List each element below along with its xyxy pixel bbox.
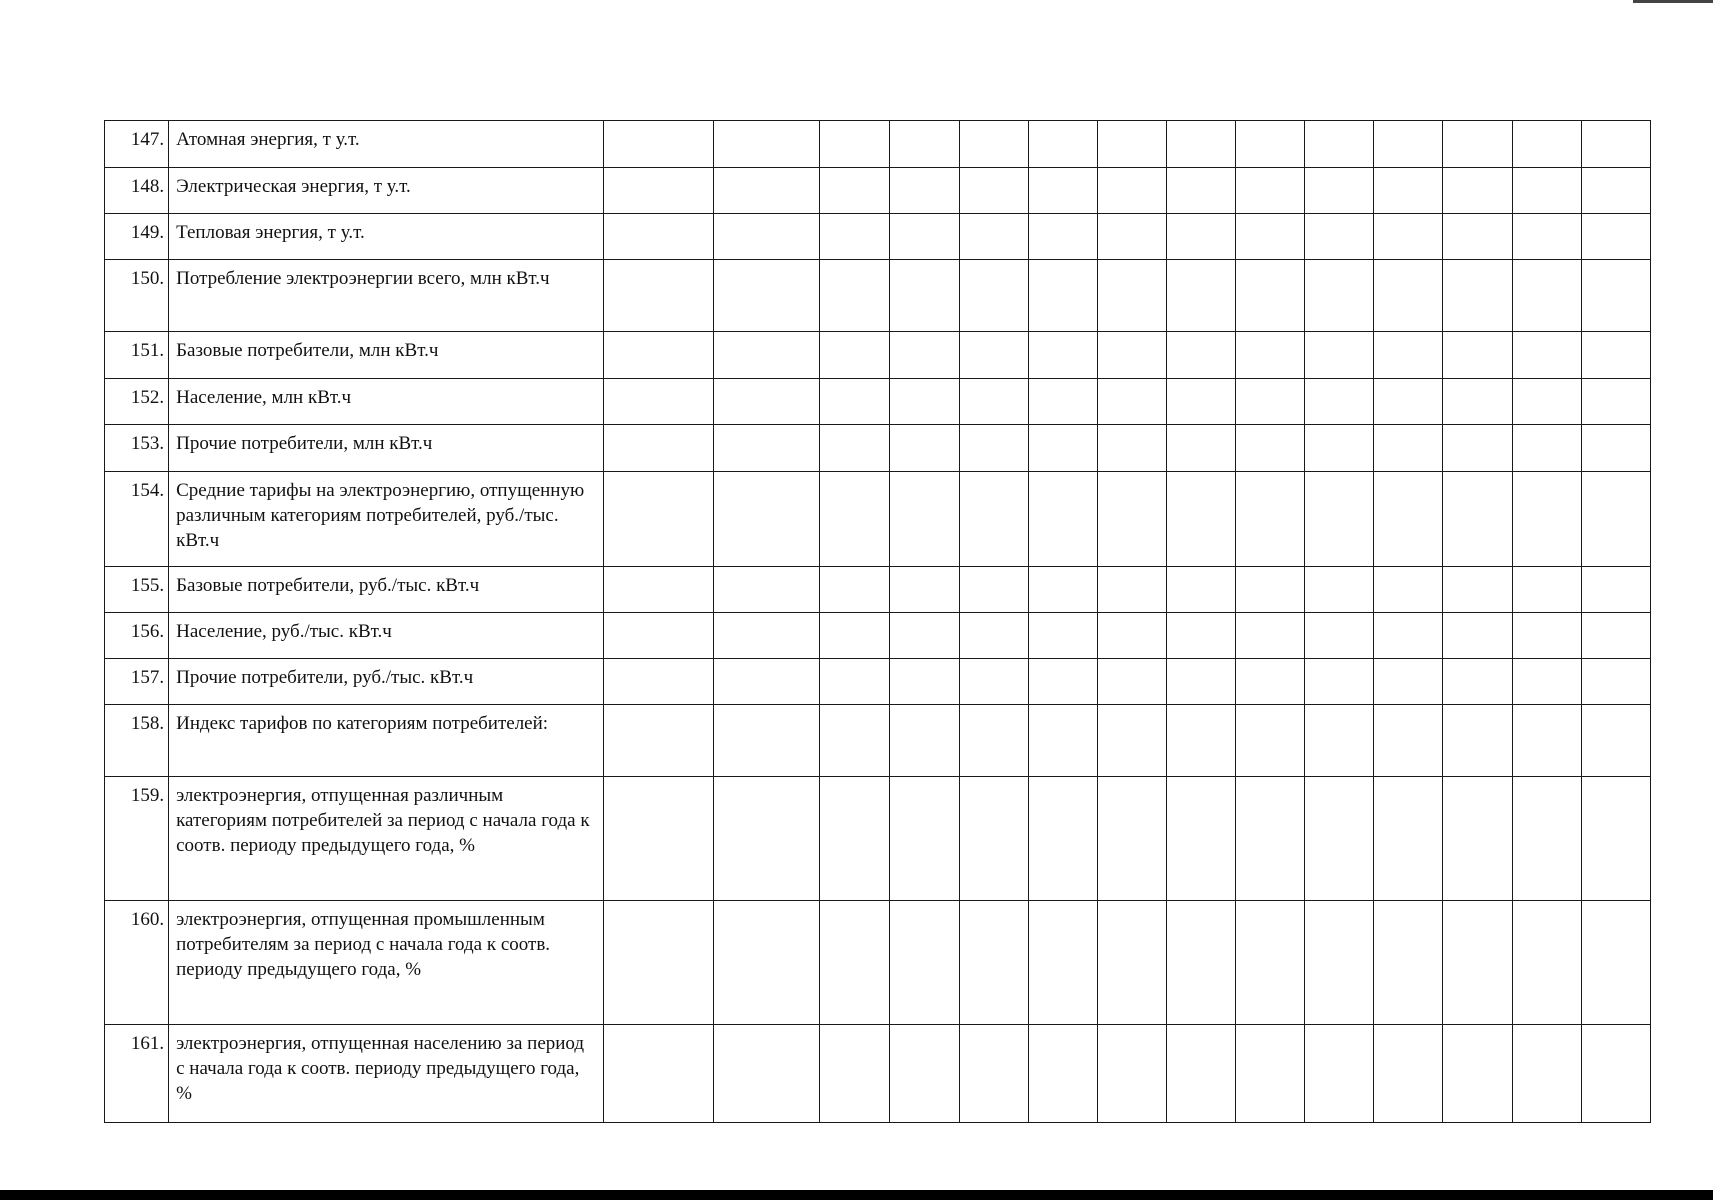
empty-cell: [1512, 1025, 1581, 1123]
empty-cell: [1374, 901, 1443, 1025]
empty-cell: [1374, 121, 1443, 168]
empty-cell: [603, 472, 713, 567]
empty-cell: [1581, 425, 1650, 472]
empty-cell: [1305, 472, 1374, 567]
empty-cell: [603, 1025, 713, 1123]
empty-cell: [1374, 168, 1443, 214]
empty-cell: [1305, 332, 1374, 379]
empty-cell: [959, 705, 1028, 777]
empty-cell: [1236, 613, 1305, 659]
empty-cell: [1443, 121, 1512, 168]
empty-cell: [1443, 659, 1512, 705]
empty-cell: [1028, 901, 1097, 1025]
empty-cell: [1236, 777, 1305, 901]
table-row: [105, 567, 1651, 613]
empty-cell: [714, 425, 820, 472]
empty-cell: [603, 332, 713, 379]
table-row: [105, 168, 1651, 214]
empty-cell: [1443, 705, 1512, 777]
empty-cell: [1028, 659, 1097, 705]
empty-cell: [714, 472, 820, 567]
empty-cell: [820, 472, 890, 567]
empty-cell: [1512, 659, 1581, 705]
empty-cell: [714, 1025, 820, 1123]
empty-cell: [959, 659, 1028, 705]
empty-cell: [1166, 425, 1235, 472]
empty-cell: [603, 214, 713, 260]
empty-cell: [890, 260, 959, 332]
row-label: Базовые потребители, млн кВт.ч: [169, 332, 604, 379]
empty-cell: [959, 379, 1028, 425]
empty-cell: [1581, 659, 1650, 705]
empty-cell: [1097, 777, 1166, 901]
empty-cell: [1166, 260, 1235, 332]
empty-cell: [1374, 659, 1443, 705]
empty-cell: [603, 425, 713, 472]
scan-edge-mark: [1633, 0, 1713, 3]
empty-cell: [1097, 168, 1166, 214]
empty-cell: [959, 1025, 1028, 1123]
empty-cell: [890, 705, 959, 777]
empty-cell: [1236, 567, 1305, 613]
empty-cell: [959, 901, 1028, 1025]
empty-cell: [820, 425, 890, 472]
row-number: 158.: [105, 705, 169, 777]
empty-cell: [1166, 214, 1235, 260]
empty-cell: [890, 214, 959, 260]
empty-cell: [1236, 214, 1305, 260]
empty-cell: [1166, 379, 1235, 425]
row-number: 153.: [105, 425, 169, 472]
empty-cell: [1305, 1025, 1374, 1123]
row-label: Базовые потребители, руб./тыс. кВт.ч: [169, 567, 604, 613]
empty-cell: [890, 659, 959, 705]
row-label: Атомная энергия, т у.т.: [169, 121, 604, 168]
row-label: Прочие потребители, руб./тыс. кВт.ч: [169, 659, 604, 705]
empty-cell: [1374, 472, 1443, 567]
empty-cell: [820, 1025, 890, 1123]
empty-cell: [603, 567, 713, 613]
empty-cell: [1097, 659, 1166, 705]
row-number: 149.: [105, 214, 169, 260]
empty-cell: [1236, 168, 1305, 214]
empty-cell: [1166, 613, 1235, 659]
empty-cell: [820, 705, 890, 777]
empty-cell: [603, 659, 713, 705]
empty-cell: [890, 1025, 959, 1123]
empty-cell: [959, 472, 1028, 567]
empty-cell: [714, 777, 820, 901]
empty-cell: [1097, 901, 1166, 1025]
empty-cell: [1512, 425, 1581, 472]
empty-cell: [820, 214, 890, 260]
empty-cell: [1443, 168, 1512, 214]
empty-cell: [714, 260, 820, 332]
empty-cell: [1581, 472, 1650, 567]
empty-cell: [1097, 260, 1166, 332]
empty-cell: [1305, 379, 1374, 425]
empty-cell: [1374, 214, 1443, 260]
empty-cell: [1443, 332, 1512, 379]
row-number: 156.: [105, 613, 169, 659]
empty-cell: [890, 901, 959, 1025]
empty-cell: [603, 705, 713, 777]
empty-cell: [1028, 1025, 1097, 1123]
empty-cell: [1028, 613, 1097, 659]
empty-cell: [890, 121, 959, 168]
empty-cell: [1236, 379, 1305, 425]
row-label: Население, млн кВт.ч: [169, 379, 604, 425]
empty-cell: [820, 121, 890, 168]
empty-cell: [1305, 121, 1374, 168]
empty-cell: [1581, 567, 1650, 613]
empty-cell: [1512, 567, 1581, 613]
table-row: [105, 425, 1651, 472]
empty-cell: [1443, 425, 1512, 472]
empty-cell: [1028, 472, 1097, 567]
empty-cell: [1028, 379, 1097, 425]
empty-cell: [1236, 659, 1305, 705]
empty-cell: [1097, 472, 1166, 567]
empty-cell: [959, 567, 1028, 613]
empty-cell: [1374, 1025, 1443, 1123]
row-number: 150.: [105, 260, 169, 332]
empty-cell: [1305, 260, 1374, 332]
row-number: 160.: [105, 901, 169, 1025]
empty-cell: [1581, 121, 1650, 168]
empty-cell: [1166, 777, 1235, 901]
empty-cell: [603, 121, 713, 168]
empty-cell: [1512, 613, 1581, 659]
empty-cell: [1443, 1025, 1512, 1123]
empty-cell: [1305, 567, 1374, 613]
table-row: [105, 1025, 1651, 1123]
empty-cell: [1305, 613, 1374, 659]
empty-cell: [603, 777, 713, 901]
empty-cell: [1097, 214, 1166, 260]
empty-cell: [1374, 705, 1443, 777]
table-row: [105, 777, 1651, 901]
empty-cell: [820, 379, 890, 425]
empty-cell: [1512, 777, 1581, 901]
table-row: [105, 472, 1651, 567]
empty-cell: [820, 777, 890, 901]
empty-cell: [1305, 659, 1374, 705]
table-row: [105, 901, 1651, 1025]
empty-cell: [959, 121, 1028, 168]
empty-cell: [1512, 705, 1581, 777]
empty-cell: [1443, 379, 1512, 425]
table-row: [105, 659, 1651, 705]
empty-cell: [1028, 168, 1097, 214]
empty-cell: [1097, 613, 1166, 659]
empty-cell: [714, 659, 820, 705]
empty-cell: [820, 613, 890, 659]
empty-cell: [1166, 705, 1235, 777]
empty-cell: [1512, 121, 1581, 168]
row-label: электроэнергия, отпущенная промышленным потребителям за период с начала года к соотв. периоду предыдущего года, %: [169, 901, 604, 1025]
row-number: 154.: [105, 472, 169, 567]
empty-cell: [1581, 214, 1650, 260]
empty-cell: [1305, 705, 1374, 777]
empty-cell: [1236, 332, 1305, 379]
empty-cell: [1305, 214, 1374, 260]
row-number: 161.: [105, 1025, 169, 1123]
empty-cell: [1512, 260, 1581, 332]
empty-cell: [1028, 214, 1097, 260]
row-label: Прочие потребители, млн кВт.ч: [169, 425, 604, 472]
empty-cell: [1443, 260, 1512, 332]
row-number: 159.: [105, 777, 169, 901]
empty-cell: [603, 901, 713, 1025]
table-row: [105, 379, 1651, 425]
empty-cell: [820, 901, 890, 1025]
empty-cell: [1166, 901, 1235, 1025]
empty-cell: [890, 425, 959, 472]
empty-cell: [1512, 168, 1581, 214]
row-label: электроэнергия, отпущенная населению за период с начала года к соотв. периоду предыдущего года, %: [169, 1025, 604, 1123]
empty-cell: [959, 260, 1028, 332]
empty-cell: [1305, 777, 1374, 901]
table-row: [105, 332, 1651, 379]
table-row: [105, 121, 1651, 168]
empty-cell: [1236, 705, 1305, 777]
empty-cell: [1374, 567, 1443, 613]
empty-cell: [890, 379, 959, 425]
row-number: 148.: [105, 168, 169, 214]
empty-cell: [1374, 613, 1443, 659]
row-label: Электрическая энергия, т у.т.: [169, 168, 604, 214]
empty-cell: [1236, 901, 1305, 1025]
empty-cell: [1097, 1025, 1166, 1123]
empty-cell: [1443, 214, 1512, 260]
empty-cell: [1512, 472, 1581, 567]
empty-cell: [820, 168, 890, 214]
empty-cell: [714, 705, 820, 777]
table-row: [105, 214, 1651, 260]
empty-cell: [1236, 472, 1305, 567]
empty-cell: [959, 777, 1028, 901]
row-label: Средние тарифы на электроэнергию, отпущенную различным категориям потребителей, руб./тыс. кВт.ч: [169, 472, 604, 567]
empty-cell: [1374, 425, 1443, 472]
empty-cell: [1374, 777, 1443, 901]
empty-cell: [1305, 901, 1374, 1025]
empty-cell: [1028, 777, 1097, 901]
empty-cell: [1166, 168, 1235, 214]
table-row: [105, 613, 1651, 659]
empty-cell: [1236, 121, 1305, 168]
empty-cell: [1166, 1025, 1235, 1123]
empty-cell: [714, 613, 820, 659]
empty-cell: [820, 332, 890, 379]
row-number: 152.: [105, 379, 169, 425]
empty-cell: [890, 472, 959, 567]
empty-cell: [1166, 659, 1235, 705]
empty-cell: [1166, 121, 1235, 168]
empty-cell: [1097, 379, 1166, 425]
empty-cell: [1512, 332, 1581, 379]
empty-cell: [820, 567, 890, 613]
empty-cell: [1374, 379, 1443, 425]
empty-cell: [959, 425, 1028, 472]
empty-cell: [1305, 425, 1374, 472]
empty-cell: [1236, 425, 1305, 472]
empty-cell: [890, 332, 959, 379]
empty-cell: [1166, 332, 1235, 379]
row-label: Тепловая энергия, т у.т.: [169, 214, 604, 260]
empty-cell: [1512, 379, 1581, 425]
empty-cell: [1581, 379, 1650, 425]
empty-cell: [1581, 901, 1650, 1025]
table-row: [105, 705, 1651, 777]
table-body: [105, 121, 1651, 1123]
row-label: Население, руб./тыс. кВт.ч: [169, 613, 604, 659]
empty-cell: [714, 121, 820, 168]
empty-cell: [714, 379, 820, 425]
empty-cell: [714, 214, 820, 260]
empty-cell: [1305, 168, 1374, 214]
empty-cell: [890, 567, 959, 613]
empty-cell: [820, 659, 890, 705]
empty-cell: [1097, 567, 1166, 613]
empty-cell: [1581, 705, 1650, 777]
empty-cell: [1028, 121, 1097, 168]
empty-cell: [1443, 567, 1512, 613]
empty-cell: [714, 567, 820, 613]
row-label: электроэнергия, отпущенная различным категориям потребителей за период с начала года к соотв. периоду предыдущего года, %: [169, 777, 604, 901]
table-row: [105, 260, 1651, 332]
empty-cell: [1581, 1025, 1650, 1123]
empty-cell: [1097, 425, 1166, 472]
empty-cell: [1097, 705, 1166, 777]
empty-cell: [1374, 332, 1443, 379]
empty-cell: [1166, 567, 1235, 613]
empty-cell: [820, 260, 890, 332]
empty-cell: [1581, 777, 1650, 901]
scan-bottom-edge: [0, 1190, 1713, 1200]
empty-cell: [959, 332, 1028, 379]
empty-cell: [1512, 214, 1581, 260]
row-number: 155.: [105, 567, 169, 613]
row-label: Потребление электроэнергии всего, млн кВт.ч: [169, 260, 604, 332]
empty-cell: [603, 379, 713, 425]
empty-cell: [959, 613, 1028, 659]
empty-cell: [1028, 705, 1097, 777]
empty-cell: [890, 168, 959, 214]
empty-cell: [1443, 613, 1512, 659]
empty-cell: [1374, 260, 1443, 332]
empty-cell: [1443, 472, 1512, 567]
empty-cell: [603, 613, 713, 659]
empty-cell: [1236, 260, 1305, 332]
empty-cell: [1236, 1025, 1305, 1123]
empty-cell: [959, 214, 1028, 260]
empty-cell: [1028, 567, 1097, 613]
empty-cell: [1581, 168, 1650, 214]
row-number: 147.: [105, 121, 169, 168]
empty-cell: [1097, 121, 1166, 168]
empty-cell: [1512, 901, 1581, 1025]
empty-cell: [890, 777, 959, 901]
empty-cell: [1581, 332, 1650, 379]
empty-cell: [890, 613, 959, 659]
empty-cell: [959, 168, 1028, 214]
indicator-table: [104, 120, 1651, 1123]
empty-cell: [1443, 777, 1512, 901]
empty-cell: [1581, 613, 1650, 659]
empty-cell: [714, 332, 820, 379]
empty-cell: [1443, 901, 1512, 1025]
empty-cell: [603, 260, 713, 332]
row-number: 151.: [105, 332, 169, 379]
empty-cell: [1028, 332, 1097, 379]
empty-cell: [714, 901, 820, 1025]
empty-cell: [1097, 332, 1166, 379]
empty-cell: [714, 168, 820, 214]
empty-cell: [1028, 425, 1097, 472]
row-number: 157.: [105, 659, 169, 705]
empty-cell: [603, 168, 713, 214]
empty-cell: [1581, 260, 1650, 332]
empty-cell: [1028, 260, 1097, 332]
empty-cell: [1166, 472, 1235, 567]
row-label: Индекс тарифов по категориям потребителей:: [169, 705, 604, 777]
